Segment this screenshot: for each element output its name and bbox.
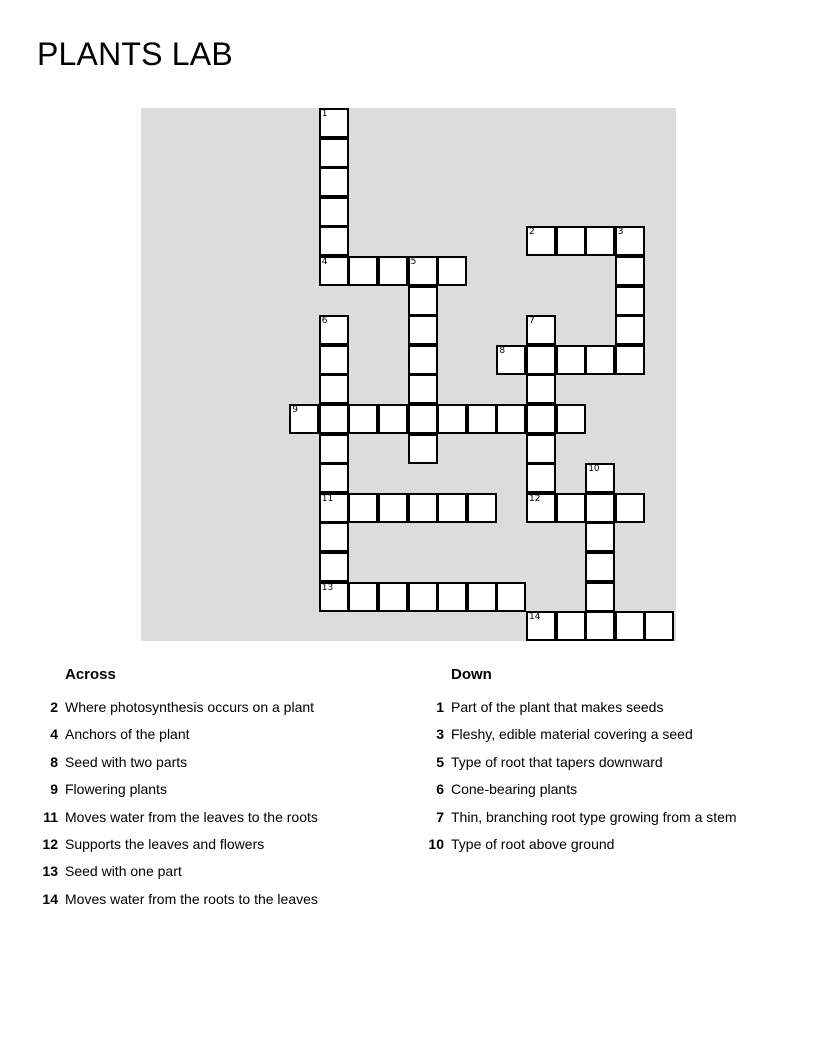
grid-cell[interactable] xyxy=(437,582,467,612)
across-clue xyxy=(50,779,425,806)
grid-cell[interactable] xyxy=(348,404,378,434)
grid-cell[interactable] xyxy=(319,345,349,375)
grid-cell[interactable] xyxy=(378,493,408,523)
cell-number: 8 xyxy=(499,345,506,356)
clue-number: 12 xyxy=(42,835,58,852)
cell-number: 1 xyxy=(321,109,328,119)
clue-number: 2 xyxy=(50,699,58,715)
across-clue xyxy=(50,697,425,724)
grid-cell[interactable] xyxy=(319,197,349,227)
grid-cell[interactable] xyxy=(408,434,438,464)
grid-cell[interactable] xyxy=(408,256,438,286)
clue-text: Type of root that tapers downward xyxy=(451,753,663,770)
grid-cell[interactable] xyxy=(585,463,615,493)
clue-text: Moves water from the roots to the leaves xyxy=(65,890,318,907)
page-title: PLANTS LAB xyxy=(37,36,233,72)
cell-number: 4 xyxy=(321,257,328,267)
across-clue xyxy=(42,861,425,888)
grid-cell[interactable] xyxy=(556,345,586,375)
grid-cell[interactable] xyxy=(348,493,378,523)
grid-cell[interactable] xyxy=(585,582,615,612)
grid-cell[interactable] xyxy=(319,463,349,493)
across-clue xyxy=(42,834,425,861)
down-clue xyxy=(428,834,811,861)
grid-cell[interactable] xyxy=(437,493,467,523)
clue-text: Type of root above ground xyxy=(451,835,615,852)
across-clue xyxy=(43,807,425,834)
grid-cell[interactable] xyxy=(319,226,349,256)
grid-cell[interactable] xyxy=(319,522,349,552)
across-clue-list xyxy=(42,697,425,916)
grid-cell[interactable] xyxy=(408,286,438,316)
clue-text: Part of the plant that makes seeds xyxy=(451,699,664,715)
crossword-grid xyxy=(141,108,676,641)
cell-number: 3 xyxy=(617,227,624,238)
cell-number: 7 xyxy=(529,316,535,327)
grid-cell[interactable] xyxy=(585,226,615,256)
clue-number: 5 xyxy=(436,753,444,770)
grid-cell[interactable] xyxy=(556,226,586,256)
grid-cell[interactable] xyxy=(319,256,349,286)
across-heading: Across xyxy=(65,666,116,683)
clue-number: 9 xyxy=(50,781,58,798)
grid-cell[interactable] xyxy=(437,404,467,434)
grid-cell[interactable] xyxy=(408,345,438,375)
grid-cell[interactable] xyxy=(408,374,438,404)
grid-cell[interactable] xyxy=(526,374,556,404)
clue-number: 13 xyxy=(42,863,58,880)
down-heading: Down xyxy=(451,666,492,683)
grid-cell[interactable] xyxy=(585,493,615,523)
grid-cell[interactable] xyxy=(615,315,645,345)
grid-cell[interactable] xyxy=(289,404,319,434)
grid-cell[interactable] xyxy=(585,345,615,375)
grid-cell[interactable] xyxy=(526,226,556,256)
grid-cell[interactable] xyxy=(556,493,586,523)
across-clue xyxy=(50,724,425,751)
clue-text: Flowering plants xyxy=(65,781,167,798)
grid-cell[interactable] xyxy=(408,315,438,345)
grid-cell[interactable] xyxy=(526,463,556,493)
grid-cell[interactable] xyxy=(585,611,615,641)
grid-cell[interactable] xyxy=(615,493,645,523)
clue-number: 10 xyxy=(428,835,444,852)
clue-text: Seed with two parts xyxy=(65,753,188,770)
clue-number: 3 xyxy=(436,726,444,743)
grid-cell[interactable] xyxy=(437,256,467,286)
clue-text: Fleshy, edible material covering a seed xyxy=(451,726,693,743)
down-clue xyxy=(436,697,811,724)
grid-cell[interactable] xyxy=(556,611,586,641)
grid-cell[interactable] xyxy=(526,434,556,464)
clue-number: 11 xyxy=(43,808,58,825)
clue-text: Seed with one part xyxy=(65,863,182,880)
grid-cell[interactable] xyxy=(526,404,556,434)
across-clue xyxy=(50,752,425,779)
grid-cell[interactable] xyxy=(319,315,349,345)
clue-text: Cone-bearing plants xyxy=(451,781,578,798)
grid-cell[interactable] xyxy=(319,552,349,582)
clue-text: Where photosynthesis occurs on a plant xyxy=(65,699,315,715)
grid-cell[interactable] xyxy=(467,582,497,612)
grid-cell[interactable] xyxy=(408,404,438,434)
grid-cell[interactable] xyxy=(615,256,645,286)
cell-number: 12 xyxy=(529,493,541,504)
grid-cell[interactable] xyxy=(644,611,674,641)
cell-number: 2 xyxy=(529,227,535,238)
down-clue xyxy=(436,807,811,834)
down-clues xyxy=(428,663,811,861)
grid-cell[interactable] xyxy=(496,582,526,612)
grid-cell[interactable] xyxy=(319,108,349,138)
cell-number: 5 xyxy=(410,257,417,267)
clue-number: 1 xyxy=(436,699,444,715)
grid-cell[interactable] xyxy=(585,522,615,552)
grid-cell[interactable] xyxy=(319,582,349,612)
grid-cell[interactable] xyxy=(526,493,556,523)
grid-cell[interactable] xyxy=(319,374,349,404)
grid-cell[interactable] xyxy=(408,582,438,612)
cell-number: 13 xyxy=(321,582,334,593)
clue-number: 7 xyxy=(436,808,444,825)
clue-number: 8 xyxy=(50,753,58,770)
cell-number: 11 xyxy=(321,493,334,504)
grid-cell[interactable] xyxy=(615,345,645,375)
cell-number: 6 xyxy=(321,316,328,327)
grid-cell[interactable] xyxy=(526,611,556,641)
grid-cell[interactable] xyxy=(615,286,645,316)
grid-cell[interactable] xyxy=(319,167,349,197)
cell-number: 14 xyxy=(529,612,541,623)
grid-cell[interactable] xyxy=(467,404,497,434)
clue-text: Anchors of the plant xyxy=(65,726,190,743)
grid-cell[interactable] xyxy=(319,434,349,464)
grid-cell[interactable] xyxy=(348,256,378,286)
grid-cell[interactable] xyxy=(496,404,526,434)
grid-cell[interactable] xyxy=(378,256,408,286)
grid-cell[interactable] xyxy=(556,404,586,434)
across-clues xyxy=(42,663,425,916)
clue-number: 14 xyxy=(42,890,58,907)
down-clue xyxy=(436,724,811,751)
cell-number: 10 xyxy=(588,464,600,475)
grid-cell[interactable] xyxy=(348,582,378,612)
clue-text: Moves water from the leaves to the roots xyxy=(65,808,318,825)
grid-cell[interactable] xyxy=(378,404,408,434)
down-clue xyxy=(436,752,811,779)
cell-number: 9 xyxy=(292,405,298,415)
grid-cell[interactable] xyxy=(496,345,526,375)
clue-number: 4 xyxy=(50,726,58,743)
clue-number: 6 xyxy=(436,781,444,798)
down-clue xyxy=(436,779,811,806)
grid-cell[interactable] xyxy=(378,582,408,612)
across-clue xyxy=(42,889,425,916)
grid-cell[interactable] xyxy=(526,315,556,345)
grid-cell[interactable] xyxy=(319,493,349,523)
grid-cell[interactable] xyxy=(319,404,349,434)
grid-cell[interactable] xyxy=(615,226,645,256)
grid-cell[interactable] xyxy=(408,493,438,523)
clue-text: Thin, branching root type growing from a stem xyxy=(451,808,737,825)
grid-cell[interactable] xyxy=(615,611,645,641)
grid-cell[interactable] xyxy=(467,493,497,523)
grid-cell[interactable] xyxy=(585,552,615,582)
grid-cell[interactable] xyxy=(319,138,349,168)
clue-text: Supports the leaves and flowers xyxy=(65,835,265,852)
down-clue-list xyxy=(428,697,811,861)
grid-cell[interactable] xyxy=(526,345,556,375)
